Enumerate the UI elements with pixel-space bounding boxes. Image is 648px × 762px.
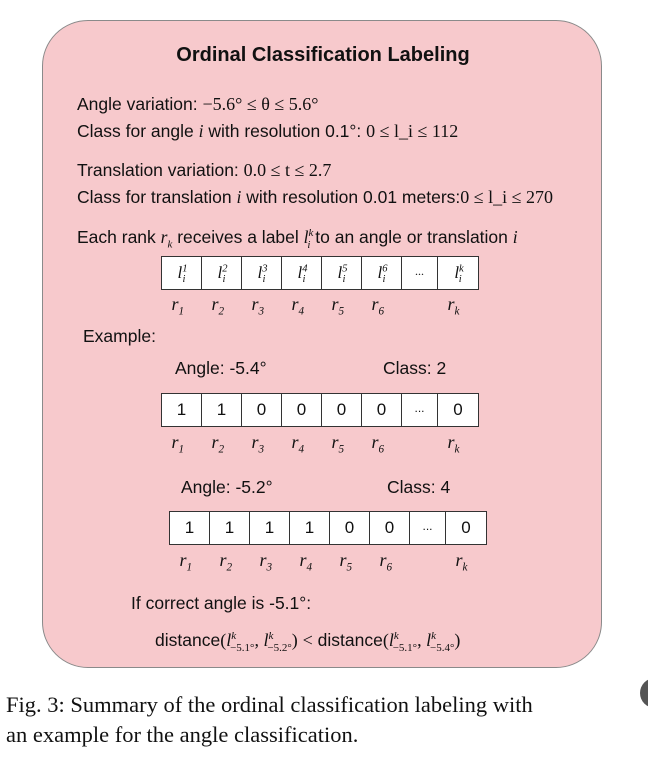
rank-label: $r_5$ <box>331 294 345 318</box>
panel-title: Ordinal Classification Labeling <box>176 44 470 66</box>
example1-value-cell: 0 <box>362 394 402 426</box>
angle-variation-line <box>77 95 318 114</box>
header-label-cell: $l^3_i$ <box>242 257 282 289</box>
example1-class: Class: 2 <box>383 358 447 378</box>
label-symbol: $l^k_i$ <box>303 227 314 251</box>
rank-label: $r_k$ <box>455 550 468 574</box>
translation-variation-label: Translation variation: <box>77 160 239 180</box>
rank-sentence <box>77 227 518 251</box>
angle-variation-label: Angle variation: <box>77 94 198 114</box>
translation-variation-line <box>77 161 331 180</box>
angle-class-res: with resolution 0.1°: <box>208 121 362 141</box>
example2-class: Class: 4 <box>387 477 451 497</box>
example1-angle: Angle: -5.4° <box>175 358 267 378</box>
example2-value-cell: 1 <box>210 512 250 544</box>
rank-label: $r_4$ <box>299 550 313 574</box>
example1-value-cell: 0 <box>453 400 463 419</box>
example2-vector <box>169 511 487 545</box>
rank-label: $r_6$ <box>371 294 385 318</box>
rank-label: $r_5$ <box>331 432 345 456</box>
figure-caption <box>0 690 648 750</box>
example1-value-cell: 0 <box>242 394 282 426</box>
example2-value-cell: 1 <box>250 512 290 544</box>
rank-label: $r_1$ <box>179 550 193 574</box>
rank-label: $r_6$ <box>379 550 393 574</box>
rank-symbol: $r_k$ <box>160 227 173 251</box>
rank-label: $r_1$ <box>171 294 185 318</box>
caption-line-2: an example for the angle classification. <box>6 722 359 747</box>
angle-variation-expr: −5.6° ≤ θ ≤ 5.6° <box>202 94 319 114</box>
example1-value-cell: 1 <box>202 394 242 426</box>
rank-label: $r_3$ <box>251 432 265 456</box>
rank-sentence-part1: Each rank <box>77 227 156 247</box>
example1-value-cell: 0 <box>282 394 322 426</box>
example2-value-cell: 0 <box>330 512 370 544</box>
rank-sentence-part3: to an angle or translation <box>315 227 508 247</box>
header-label-cell: $l^4_i$ <box>282 257 322 289</box>
header-label-cell: $l^k_i$ <box>454 263 464 286</box>
header-ellipsis-cell: ... <box>402 257 438 289</box>
label-header-row <box>161 256 479 290</box>
rank-label: $r_4$ <box>291 294 305 318</box>
distance-inequality: $distance(l^k_{-5.1^\circ}$, $l^k_{-5.2^\circ}$) < $distance(l^k_{-5.1^\circ}$, $l^k_{-5.4^\circ}$) <box>155 630 461 654</box>
rank-label: $r_4$ <box>291 432 305 456</box>
angle-class-label: Class for angle <box>77 121 194 141</box>
example1-value-cell: 1 <box>162 394 202 426</box>
example2-value-cell: 0 <box>370 512 410 544</box>
translation-class-expr: 0 ≤ l_i ≤ 270 <box>460 187 554 207</box>
caption-line-1: Fig. 3: Summary of the ordinal classification labeling with <box>6 692 533 717</box>
translation-class-label: Class for translation <box>77 187 232 207</box>
translation-class-res: with resolution 0.01 meters: <box>246 187 461 207</box>
example2-value-cell: 1 <box>170 512 210 544</box>
header-label-cell: $l^6_i$ <box>362 257 402 289</box>
example2-value-cell: 0 <box>461 518 471 537</box>
example2-ellipsis-cell: ... <box>410 512 446 544</box>
angle-class-line <box>77 122 458 141</box>
header-label-cell: $l^5_i$ <box>322 257 362 289</box>
example1-value-cell: 0 <box>322 394 362 426</box>
summary-panel <box>42 20 602 668</box>
rank-label: $r_5$ <box>339 550 353 574</box>
example-label: Example: <box>83 326 156 346</box>
rank-label: $r_6$ <box>371 432 385 456</box>
translation-class-var: i <box>236 187 242 207</box>
rank-label: $r_1$ <box>171 432 185 456</box>
rank-label: $r_3$ <box>259 550 273 574</box>
translation-class-line <box>77 188 553 207</box>
header-label-cell: $l^1_i$ <box>162 257 202 289</box>
rank-label: $r_2$ <box>211 432 225 456</box>
example1-ellipsis-cell: ... <box>402 394 438 426</box>
angle-class-expr: 0 ≤ l_i ≤ 112 <box>366 121 459 141</box>
rank-label: $r_k$ <box>447 294 460 318</box>
rank-label: $r_2$ <box>219 550 233 574</box>
rank-sentence-var: i <box>512 227 518 247</box>
rank-label: $r_3$ <box>251 294 265 318</box>
rank-sentence-part2: receives a label <box>177 227 299 247</box>
rank-label: $r_k$ <box>447 432 460 456</box>
example2-value-cell: 1 <box>290 512 330 544</box>
angle-class-var: i <box>198 121 204 141</box>
rank-label: $r_2$ <box>211 294 225 318</box>
header-label-cell: $l^2_i$ <box>202 257 242 289</box>
correct-angle-text: If correct angle is -5.1°: <box>131 593 312 613</box>
example2-angle: Angle: -5.2° <box>181 477 273 497</box>
translation-variation-expr: 0.0 ≤ t ≤ 2.7 <box>243 160 332 180</box>
example1-vector <box>161 393 479 427</box>
